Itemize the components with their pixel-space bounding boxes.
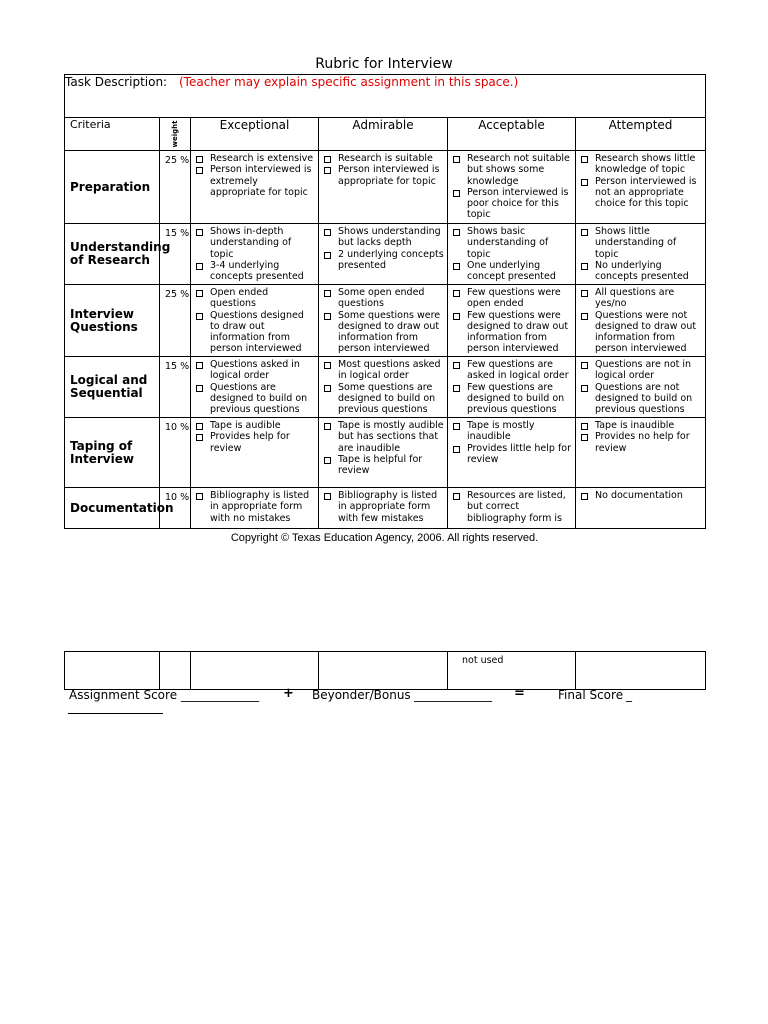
rubric-table xyxy=(64,74,706,529)
descriptor-item xyxy=(322,454,444,477)
weight-value: 10 % xyxy=(160,418,191,488)
descriptor-text: Shows basic understanding of topic xyxy=(467,226,549,260)
bonus-label: Beyonder/Bonus xyxy=(312,688,411,702)
descriptor-text: Open ended questions xyxy=(210,287,269,310)
descriptor-item xyxy=(451,382,572,416)
descriptor-cell-exceptional xyxy=(191,285,319,357)
descriptor-cell-acceptable xyxy=(448,357,576,418)
criteria-label: Understanding of Research xyxy=(65,224,160,285)
header-row xyxy=(65,118,706,151)
final-score-label: Final Score xyxy=(558,688,624,702)
checkbox-icon[interactable] xyxy=(196,156,203,163)
descriptor-item xyxy=(194,431,315,454)
descriptor-text: No documentation xyxy=(595,490,683,501)
checkbox-icon[interactable] xyxy=(324,493,331,500)
descriptor-item xyxy=(322,226,444,249)
descriptor-text: Few questions are asked in logical order xyxy=(467,359,569,382)
criteria-label: Preparation xyxy=(65,151,160,224)
descriptor-item xyxy=(322,153,444,164)
checkbox-icon[interactable] xyxy=(453,362,460,369)
criteria-label: Documentation xyxy=(65,488,160,529)
weight-header-label: weight xyxy=(171,120,179,148)
checkbox-icon[interactable] xyxy=(196,229,203,236)
descriptor-item xyxy=(194,382,315,416)
descriptor-item xyxy=(579,260,702,283)
descriptor-item xyxy=(579,431,702,454)
descriptor-cell-attempted xyxy=(576,488,706,529)
descriptor-cell-attempted xyxy=(576,418,706,488)
descriptor-text: Questions are not in logical order xyxy=(595,359,692,382)
rubric-row xyxy=(65,357,706,418)
assignment-score-label: Assignment Score xyxy=(69,688,178,702)
weight-value: 15 % xyxy=(160,224,191,285)
descriptor-item xyxy=(451,287,572,310)
descriptor-item xyxy=(322,249,444,272)
checkbox-icon[interactable] xyxy=(453,263,460,270)
rubric-row xyxy=(65,418,706,488)
descriptor-item xyxy=(579,226,702,260)
descriptor-cell-admirable xyxy=(319,285,448,357)
descriptor-item xyxy=(194,153,315,164)
criteria-header: Criteria xyxy=(65,118,160,151)
checkbox-icon[interactable] xyxy=(453,290,460,297)
final-score-blank[interactable]: _ xyxy=(626,688,632,702)
criteria-label: Logical and Sequential xyxy=(65,357,160,418)
descriptor-item xyxy=(322,310,444,355)
descriptor-text: Tape is helpful for review xyxy=(338,453,423,477)
weight-value: 25 % xyxy=(160,285,191,357)
bonus-blank[interactable]: _____________ xyxy=(414,688,492,702)
descriptor-item xyxy=(579,176,702,210)
descriptor-text: All questions are yes/no xyxy=(595,287,675,310)
descriptor-text: Some open ended questions xyxy=(338,287,425,310)
descriptor-text: Research not suitable but shows some knowledge xyxy=(467,153,570,187)
descriptor-item xyxy=(451,359,572,382)
checkbox-icon[interactable] xyxy=(196,423,203,430)
descriptor-text: Few questions are designed to build on previous questions xyxy=(467,381,565,416)
descriptor-text: Bibliography is listed in appropriate form with few mistakes xyxy=(338,490,438,524)
descriptor-item xyxy=(322,382,444,416)
checkbox-icon[interactable] xyxy=(581,423,588,430)
checkbox-icon[interactable] xyxy=(581,434,588,441)
task-description-row xyxy=(65,75,706,118)
descriptor-cell-admirable xyxy=(319,418,448,488)
checkbox-icon[interactable] xyxy=(581,229,588,236)
score-cell-attempted[interactable] xyxy=(576,652,706,690)
descriptor-text: Questions are not designed to build on previous questions xyxy=(595,381,693,416)
rubric-body xyxy=(65,151,706,529)
descriptor-cell-exceptional xyxy=(191,357,319,418)
level-header-acceptable: Acceptable xyxy=(448,118,576,151)
checkbox-icon[interactable] xyxy=(324,290,331,297)
checkbox-icon[interactable] xyxy=(453,156,460,163)
descriptor-item xyxy=(194,490,315,524)
descriptor-text: Tape is mostly inaudible xyxy=(467,420,535,443)
score-cell-admirable[interactable] xyxy=(319,652,448,690)
descriptor-text: Provides help for review xyxy=(210,431,290,454)
descriptor-text: Person interviewed is not an appropriate choice for this topic xyxy=(595,175,697,210)
descriptor-item xyxy=(194,260,315,283)
rubric-row xyxy=(65,151,706,224)
descriptor-item xyxy=(451,490,572,524)
descriptor-cell-acceptable xyxy=(448,285,576,357)
descriptor-item xyxy=(451,153,572,187)
checkbox-icon[interactable] xyxy=(196,167,203,174)
checkbox-icon[interactable] xyxy=(196,263,203,270)
descriptor-text: Some questions are designed to build on previous questions xyxy=(338,381,436,416)
level-header-admirable: Admirable xyxy=(319,118,448,151)
score-cell-exceptional[interactable] xyxy=(191,652,319,690)
checkbox-icon[interactable] xyxy=(196,434,203,441)
descriptor-item xyxy=(194,287,315,310)
rubric-row xyxy=(65,285,706,357)
weight-value: 10 % xyxy=(160,488,191,529)
score-cell-criteria[interactable] xyxy=(65,652,160,690)
descriptor-item xyxy=(322,420,444,454)
descriptor-text: Research is suitable xyxy=(338,153,433,164)
checkbox-icon[interactable] xyxy=(453,190,460,197)
descriptor-item xyxy=(194,226,315,260)
rubric-row xyxy=(65,488,706,529)
level-header-exceptional: Exceptional xyxy=(191,118,319,151)
descriptor-item xyxy=(579,310,702,355)
checkbox-icon[interactable] xyxy=(324,156,331,163)
descriptor-text: Shows understanding but lacks depth xyxy=(338,226,441,249)
checkbox-icon[interactable] xyxy=(196,385,203,392)
task-description-cell[interactable] xyxy=(65,75,706,118)
checkbox-icon[interactable] xyxy=(581,493,588,500)
checkbox-icon[interactable] xyxy=(324,313,331,320)
descriptor-text: Questions are designed to build on previous questions xyxy=(210,381,308,416)
criteria-label: Taping of Interview xyxy=(65,418,160,488)
descriptor-text: Most questions asked in logical order xyxy=(338,359,441,382)
descriptor-text: Provides little help for review xyxy=(467,442,572,465)
descriptor-text: Person interviewed is appropriate for topic xyxy=(338,164,440,187)
descriptor-cell-admirable xyxy=(319,151,448,224)
descriptor-item xyxy=(451,187,572,221)
descriptor-text: Shows in-depth understanding of topic xyxy=(210,226,292,260)
checkbox-icon[interactable] xyxy=(324,423,331,430)
descriptor-text: Research is extensive xyxy=(210,153,314,164)
checkbox-icon[interactable] xyxy=(324,252,331,259)
descriptor-text: Shows little understanding of topic xyxy=(595,226,677,260)
checkbox-icon[interactable] xyxy=(324,385,331,392)
descriptor-item xyxy=(451,310,572,355)
descriptor-cell-attempted xyxy=(576,285,706,357)
descriptor-text: 2 underlying concepts presented xyxy=(338,248,444,271)
checkbox-icon[interactable] xyxy=(324,457,331,464)
descriptor-cell-admirable xyxy=(319,488,448,529)
task-description-label: Task Description: xyxy=(65,75,168,89)
task-description-hint: (Teacher may explain specific assignment in this space.) xyxy=(179,75,519,89)
checkbox-icon[interactable] xyxy=(581,313,588,320)
descriptor-item xyxy=(451,420,572,443)
assignment-score-blank[interactable]: _____________ xyxy=(181,688,259,702)
descriptor-text: Tape is mostly audible but has sections that are inaudible xyxy=(338,420,444,454)
descriptor-text: Few questions were open ended xyxy=(467,287,561,310)
descriptor-cell-exceptional xyxy=(191,488,319,529)
equals-sign: = xyxy=(514,686,525,701)
checkbox-icon[interactable] xyxy=(581,156,588,163)
checkbox-icon[interactable] xyxy=(453,229,460,236)
rubric-row xyxy=(65,224,706,285)
checkbox-icon[interactable] xyxy=(453,313,460,320)
descriptor-text: Questions designed to draw out information from person interviewed xyxy=(210,309,304,355)
descriptor-text: Some questions were designed to draw out information from person interviewed xyxy=(338,309,441,355)
descriptor-text: One underlying concept presented xyxy=(467,259,556,283)
descriptor-text: Questions asked in logical order xyxy=(210,359,300,382)
descriptor-text: Provides no help for review xyxy=(595,431,690,454)
weight-header xyxy=(160,118,191,151)
checkbox-icon[interactable] xyxy=(581,263,588,270)
checkbox-icon[interactable] xyxy=(453,385,460,392)
descriptor-text: Few questions were designed to draw out information from person interviewed xyxy=(467,309,569,355)
descriptor-item xyxy=(579,359,702,382)
checkbox-icon[interactable] xyxy=(453,446,460,453)
page-title: Rubric for Interview xyxy=(315,56,453,72)
descriptor-text: Questions were not designed to draw out information from person interviewed xyxy=(595,309,697,355)
descriptor-item xyxy=(451,443,572,466)
descriptor-cell-acceptable xyxy=(448,224,576,285)
descriptor-item xyxy=(579,153,702,176)
weight-value: 25 % xyxy=(160,151,191,224)
copyright-notice: Copyright © Texas Education Agency, 2006. All rights reserved. xyxy=(230,532,539,544)
score-cell-weight[interactable] xyxy=(160,652,191,690)
score-row xyxy=(65,652,706,690)
checkbox-icon[interactable] xyxy=(324,362,331,369)
descriptor-item xyxy=(451,260,572,283)
checkbox-icon[interactable] xyxy=(581,385,588,392)
level-header-attempted: Attempted xyxy=(576,118,706,151)
descriptor-text: Research shows little knowledge of topic xyxy=(595,153,696,176)
checkbox-icon[interactable] xyxy=(581,362,588,369)
descriptor-item xyxy=(322,490,444,524)
descriptor-item xyxy=(194,420,315,431)
descriptor-text: Person interviewed is poor choice for this topic xyxy=(467,186,569,221)
criteria-label: Interview Questions xyxy=(65,285,160,357)
score-table xyxy=(64,651,706,690)
descriptor-text: Person interviewed is extremely appropriate for topic xyxy=(210,164,312,198)
final-score-line[interactable] xyxy=(68,713,163,714)
descriptor-item xyxy=(579,382,702,416)
descriptor-text: Resources are listed, but correct bibliography form is xyxy=(467,490,566,524)
checkbox-icon[interactable] xyxy=(196,313,203,320)
descriptor-item xyxy=(194,164,315,198)
descriptor-item xyxy=(322,359,444,382)
descriptor-text: Tape is audible xyxy=(210,420,281,431)
checkbox-icon[interactable] xyxy=(196,493,203,500)
checkbox-icon[interactable] xyxy=(581,179,588,186)
descriptor-text: No underlying concepts presented xyxy=(595,259,689,283)
descriptor-cell-admirable xyxy=(319,224,448,285)
checkbox-icon[interactable] xyxy=(581,290,588,297)
score-cell-acceptable[interactable] xyxy=(448,652,576,690)
descriptor-item xyxy=(579,420,702,431)
descriptor-item xyxy=(322,164,444,187)
descriptor-cell-admirable xyxy=(319,357,448,418)
descriptor-item xyxy=(322,287,444,310)
descriptor-text: 3-4 underlying concepts presented xyxy=(210,259,304,283)
descriptor-item xyxy=(579,490,702,501)
descriptor-cell-acceptable xyxy=(448,418,576,488)
descriptor-cell-exceptional xyxy=(191,418,319,488)
plus-sign: + xyxy=(283,686,294,701)
descriptor-text: Tape is inaudible xyxy=(595,420,675,431)
descriptor-item xyxy=(194,359,315,382)
descriptor-cell-attempted xyxy=(576,224,706,285)
descriptor-item xyxy=(451,226,572,260)
checkbox-icon[interactable] xyxy=(196,290,203,297)
descriptor-text: Bibliography is listed in appropriate form with no mistakes xyxy=(210,490,310,524)
not-used-label: not used xyxy=(462,655,504,666)
descriptor-cell-attempted xyxy=(576,151,706,224)
descriptor-cell-exceptional xyxy=(191,224,319,285)
descriptor-cell-attempted xyxy=(576,357,706,418)
descriptor-cell-acceptable xyxy=(448,151,576,224)
descriptor-cell-exceptional xyxy=(191,151,319,224)
checkbox-icon[interactable] xyxy=(324,229,331,236)
weight-value: 15 % xyxy=(160,357,191,418)
descriptor-cell-acceptable xyxy=(448,488,576,529)
checkbox-icon[interactable] xyxy=(453,423,460,430)
descriptor-item xyxy=(194,310,315,355)
descriptor-item xyxy=(579,287,702,310)
checkbox-icon[interactable] xyxy=(453,493,460,500)
checkbox-icon[interactable] xyxy=(324,167,331,174)
checkbox-icon[interactable] xyxy=(196,362,203,369)
